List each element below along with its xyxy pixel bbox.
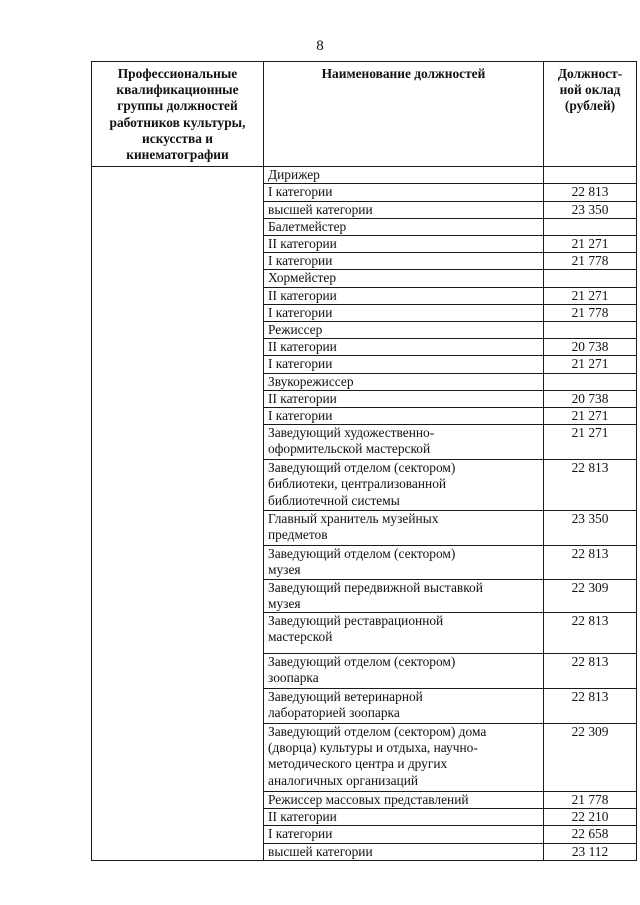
salary-cell bbox=[544, 167, 637, 184]
salary-cell: 23 112 bbox=[544, 843, 637, 860]
salary-cell: 21 778 bbox=[544, 792, 637, 809]
position-name-cell: II категории bbox=[264, 287, 544, 304]
salary-cell: 22 813 bbox=[544, 613, 637, 654]
table-body bbox=[92, 167, 637, 861]
salary-cell: 22 813 bbox=[544, 689, 637, 724]
position-name-cell: I категории bbox=[264, 304, 544, 321]
salary-table bbox=[91, 61, 637, 861]
salary-cell: 22 813 bbox=[544, 184, 637, 201]
position-name-cell: I категории bbox=[264, 408, 544, 425]
position-name-cell: Дирижер bbox=[264, 167, 544, 184]
position-name-cell: II категории bbox=[264, 809, 544, 826]
position-name-cell: Заведующий отделом (сектором) дома (дворца) культуры и отдыха, научно- методического центра и других аналогичных организаций bbox=[264, 724, 544, 792]
position-name-cell: Заведующий отделом (сектором) библиотеки, централизованной библиотечной системы bbox=[264, 460, 544, 511]
position-name-cell: Звукорежиссер bbox=[264, 373, 544, 390]
position-name-cell: I категории bbox=[264, 356, 544, 373]
position-name-cell: II категории bbox=[264, 236, 544, 253]
salary-cell bbox=[544, 270, 637, 287]
salary-cell: 23 350 bbox=[544, 201, 637, 218]
salary-cell: 21 271 bbox=[544, 425, 637, 460]
salary-cell: 22 813 bbox=[544, 546, 637, 579]
position-name-cell: высшей категории bbox=[264, 201, 544, 218]
position-name-cell: I категории bbox=[264, 253, 544, 270]
header-position: Наименование должностей bbox=[264, 62, 544, 167]
position-name-cell: Режиссер bbox=[264, 322, 544, 339]
position-name-cell: Балетмейстер bbox=[264, 218, 544, 235]
position-name-cell: Заведующий художественно- оформительской мастерской bbox=[264, 425, 544, 460]
header-group: Профессиональные квалификационные группы должностей работников культуры, искусства и кинематографии bbox=[92, 62, 264, 167]
salary-cell: 21 271 bbox=[544, 356, 637, 373]
position-name-cell: II категории bbox=[264, 339, 544, 356]
table-header-row bbox=[92, 62, 637, 167]
group-cell bbox=[92, 167, 264, 861]
position-name-cell: Главный хранитель музейных предметов bbox=[264, 511, 544, 546]
position-name-cell: Хормейстер bbox=[264, 270, 544, 287]
salary-cell: 20 738 bbox=[544, 339, 637, 356]
position-name-cell: Заведующий ветеринарной лабораторией зоопарка bbox=[264, 689, 544, 724]
position-name-cell: Заведующий отделом (сектором) зоопарка bbox=[264, 654, 544, 689]
salary-cell: 21 271 bbox=[544, 408, 637, 425]
position-name-cell: II категории bbox=[264, 390, 544, 407]
position-name-cell: высшей категории bbox=[264, 843, 544, 860]
salary-cell: 22 210 bbox=[544, 809, 637, 826]
salary-cell: 21 271 bbox=[544, 236, 637, 253]
salary-cell: 22 658 bbox=[544, 826, 637, 843]
page-number: 8 bbox=[316, 38, 324, 54]
position-name-cell: Заведующий отделом (сектором) музея bbox=[264, 546, 544, 579]
header-salary: Должност- ной оклад (рублей) bbox=[544, 62, 637, 167]
salary-cell: 20 738 bbox=[544, 390, 637, 407]
salary-cell bbox=[544, 322, 637, 339]
position-name-cell: I категории bbox=[264, 184, 544, 201]
table-row bbox=[92, 167, 637, 184]
salary-cell: 22 813 bbox=[544, 460, 637, 511]
salary-cell bbox=[544, 218, 637, 235]
salary-cell: 23 350 bbox=[544, 511, 637, 546]
salary-cell: 22 309 bbox=[544, 579, 637, 612]
position-name-cell: Заведующий передвижной выставкой музея bbox=[264, 579, 544, 612]
salary-cell bbox=[544, 373, 637, 390]
position-name-cell: I категории bbox=[264, 826, 544, 843]
salary-cell: 22 813 bbox=[544, 654, 637, 689]
position-name-cell: Заведующий реставрационной мастерской bbox=[264, 613, 544, 654]
salary-cell: 21 778 bbox=[544, 253, 637, 270]
salary-cell: 21 271 bbox=[544, 287, 637, 304]
position-name-cell: Режиссер массовых представлений bbox=[264, 792, 544, 809]
salary-cell: 21 778 bbox=[544, 304, 637, 321]
salary-cell: 22 309 bbox=[544, 724, 637, 792]
